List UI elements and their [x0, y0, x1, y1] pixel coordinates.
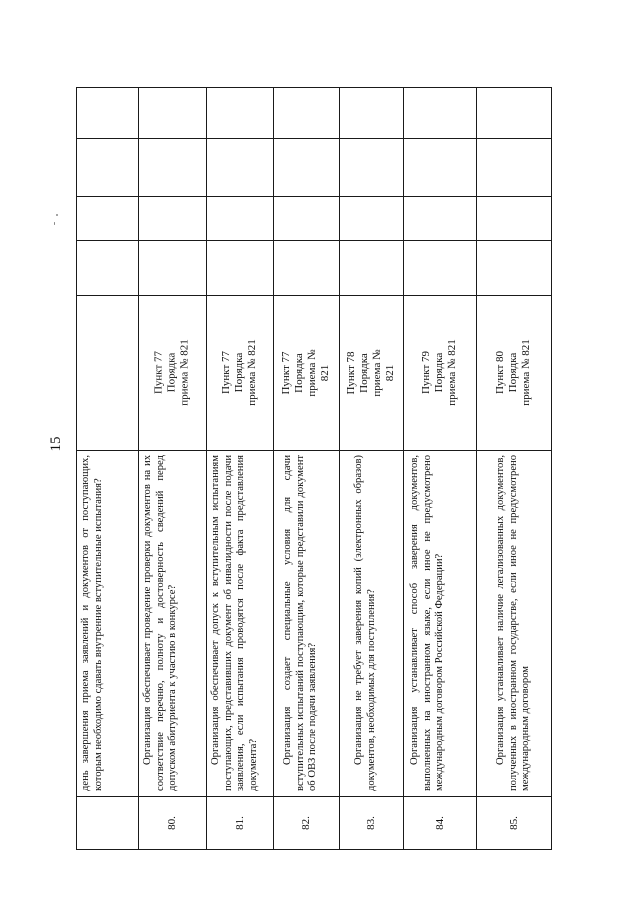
column-divider: [76, 240, 552, 241]
table-row: [476, 450, 551, 796]
table-row: [138, 450, 206, 796]
column-divider: [76, 196, 552, 197]
column-divider: [76, 849, 552, 850]
question-cell: день завершения приема заявлений и документов от поступающих, которым необходимо сдавать внутренние вступительные испытания?: [80, 455, 104, 791]
row-number-cell: 84.: [433, 815, 446, 830]
row-number-cell: 80.: [166, 815, 178, 830]
question-cell: Организация обеспечивает допуск к вступительным испытаниям поступающих, представивших документ об инвалидности после подачи заявления, если испытания проводятся после факта представления документа?: [210, 455, 259, 791]
table-row: [76, 450, 138, 796]
reference-cell: Пункт 79 Порядка приема № 821: [420, 339, 458, 406]
reference-cell: Пункт 77 Порядка приема № 821: [152, 339, 191, 406]
row-number-cell: 82.: [300, 815, 312, 830]
reference-cell: Пункт 77 Порядка приема № 821: [220, 339, 258, 406]
question-cell: Организация не требует заверения копий (электронных образов) документов, необходимых для поступления?: [353, 455, 377, 791]
table-row: [206, 450, 273, 796]
reference-cell: Пункт 77 Порядка приема № 821: [280, 348, 331, 397]
table-row: [273, 450, 339, 796]
table-row: [403, 450, 476, 796]
page-number: 15: [48, 436, 64, 452]
question-cell: Организация создает специальные условия для сдачи вступительных испытаний поступающим, которые представили документ об ОВЗ после подачи заявления?: [282, 455, 319, 791]
scan-artifact: [56, 214, 58, 216]
reference-cell: Пункт 78 Порядка приема № 821: [345, 348, 396, 397]
row-number-cell: 83.: [365, 815, 377, 830]
row-number-cell: 81.: [233, 815, 246, 830]
table-row: [339, 450, 403, 796]
row-divider: [551, 87, 552, 849]
reference-cell: Пункт 80 Порядка приема № 821: [494, 339, 532, 406]
column-divider: [76, 138, 552, 139]
row-number-cell: 85.: [507, 815, 520, 830]
question-cell: Организация устанавливает наличие легализованных документов, полученных в иностранном государстве, если иное не предусмотрено международным договором: [495, 455, 532, 791]
question-cell: Организация устанавливает способ заверения документов, выполненных на иностранном языке, если иное не предусмотрено международным договором Российской Федерации?: [409, 455, 446, 791]
scan-artifact: [54, 222, 55, 225]
question-cell: Организация обеспечивает проведение проверки документов на их соответствие перечню, полноту и достоверность сведений перед допуском абитуриента к участию в конкурсе?: [142, 455, 179, 791]
column-divider: [76, 87, 552, 88]
